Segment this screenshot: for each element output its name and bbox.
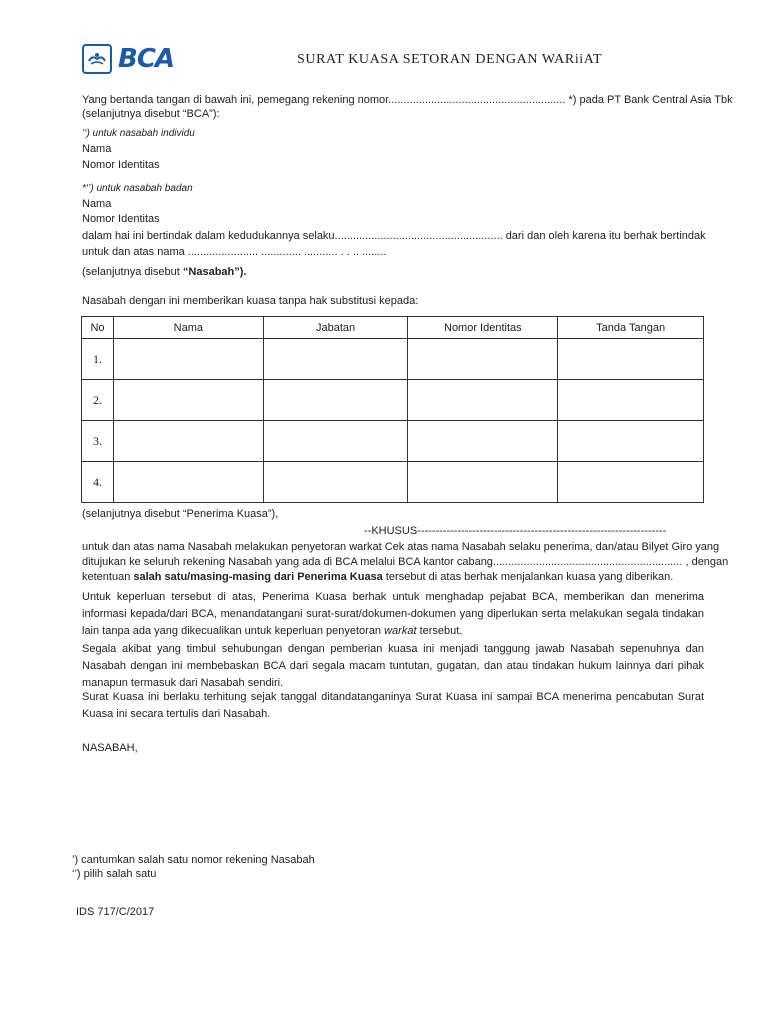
jabatan-cell[interactable] — [263, 462, 408, 503]
intro-line-1: Yang bertanda tangan di bawah ini, pemegang rekening nomor.......................................................... *) pada PT Bank Central Asia Tbk — [82, 94, 733, 106]
bca-logo-icon — [82, 44, 112, 74]
identitas-cell[interactable] — [408, 462, 558, 503]
identitas-cell[interactable] — [408, 421, 558, 462]
table-row — [82, 339, 704, 380]
badan-nama-label: Nama — [82, 198, 112, 210]
nama-cell[interactable] — [113, 339, 263, 380]
para2-end: tersebut. — [416, 625, 463, 637]
para1-line-3-suffix: tersebut di atas berhak menjalankan kuasa yang diberikan. — [382, 571, 674, 583]
nasabah-reference-bold: “Nasabah”). — [182, 266, 247, 278]
individu-nama-label: Nama — [82, 143, 112, 155]
para2 — [82, 589, 704, 640]
bca-logo — [82, 44, 174, 74]
form-code: IDS 717/C/2017 — [76, 906, 155, 918]
para1-line-1: untuk dan atas nama Nasabah melakukan penyetoran warkat Cek atas nama Nasabah selaku penerima, dan/atau Bilyet Giro yang — [82, 541, 720, 553]
row-number: 1. — [82, 339, 114, 380]
identitas-cell[interactable] — [408, 380, 558, 421]
para1-line-3 — [82, 571, 673, 583]
jabatan-cell[interactable] — [263, 380, 408, 421]
badan-identitas-label: Nomor Identitas — [82, 213, 160, 225]
column-header-no: No — [82, 317, 114, 339]
column-header-tanda-tangan: Tanda Tangan — [558, 317, 704, 339]
penerima-kuasa-reference: (selanjutnya disebut “Penerima Kuasa”), — [82, 508, 279, 520]
table-row — [82, 380, 704, 421]
signature-label: NASABAH, — [82, 742, 138, 754]
tanda-tangan-cell[interactable] — [558, 339, 704, 380]
row-number: 2. — [82, 380, 114, 421]
tanda-tangan-cell[interactable] — [558, 380, 704, 421]
nasabah-reference-prefix: (selanjutnya disebut — [82, 266, 183, 278]
nama-cell[interactable] — [113, 421, 263, 462]
row-number: 4. — [82, 462, 114, 503]
para2-text: Untuk keperluan tersebut di atas, Penerima Kuasa berhak untuk menghadap pejabat BCA, memberikan dan menerima informasi kepada/dari BCA, menandatangani surat-surat/dokumen-dokumen yang diperlukan serta melakukan segala tindakan lain tanpa ada yang dikecualikan untuk keperluan penyetoran — [82, 591, 704, 637]
table-row — [82, 462, 704, 503]
row-number: 3. — [82, 421, 114, 462]
tanda-tangan-cell[interactable] — [558, 462, 704, 503]
para3: Segala akibat yang timbul sehubungan dengan pemberian kuasa ini menjadi tanggung jawab Nasabah sepenuhnya dan Nasabah dengan ini membebaskan BCA dari segala macam tuntutan, gugatan, dan atau tindakan hukum lainnya dari pihak manapun termasuk dari Nasabah sendiri. — [82, 643, 704, 689]
badan-atas-nama-line: untuk dan atas nama ....................... ............. ........... . . .. ........ — [82, 246, 387, 258]
footnote-2: ‘’) pilih salah satu — [72, 868, 157, 880]
penerima-kuasa-table — [81, 316, 704, 503]
identitas-cell[interactable] — [408, 339, 558, 380]
individu-identitas-label: Nomor Identitas — [82, 159, 160, 171]
para4: Surat Kuasa ini berlaku terhitung sejak tanggal ditandatanganinya Surat Kuasa ini sampai BCA menerima pencabutan Surat Kuasa ini secara tertulis dari Nasabah. — [82, 691, 704, 720]
para2-italic: warkat — [384, 625, 417, 637]
nama-cell[interactable] — [113, 462, 263, 503]
nama-cell[interactable] — [113, 380, 263, 421]
para1-line-3-bold: salah satu/masing-masing dari Penerima Kuasa — [133, 571, 383, 583]
footnote-1: ’) cantumkan salah satu nomor rekening Nasabah — [72, 854, 315, 866]
nasabah-reference — [82, 266, 246, 278]
jabatan-cell[interactable] — [263, 339, 408, 380]
document-title: SURAT KUASA SETORAN DENGAN WARiiAT — [297, 52, 603, 67]
column-header-nama: Nama — [113, 317, 263, 339]
badan-kedudukan-line: dalam hai ini bertindak dalam kedudukannya selaku....................................................... dari dan oleh karena itu berhak bertindak — [82, 230, 706, 242]
badan-heading: *‘’) untuk nasabah badan — [82, 183, 193, 194]
para1-line-3-prefix: ketentuan — [82, 571, 134, 583]
para1-line-2: ditujukan ke seluruh rekening Nasabah yang ada di BCA melalui BCA kantor cabang.............................................................. , dengan — [82, 556, 729, 568]
individu-heading: ’‘) untuk nasabah individu — [82, 128, 195, 139]
column-header-jabatan: Jabatan — [263, 317, 408, 339]
table-row — [82, 421, 704, 462]
intro-line-2: (selanjutnya disebut “BCA”): — [82, 108, 220, 120]
tanda-tangan-cell[interactable] — [558, 421, 704, 462]
bca-logo-text: BCA — [118, 44, 175, 74]
khusus-separator: --KHUSUS-------------------------------------------------------------------- — [364, 525, 667, 537]
kuasa-intro: Nasabah dengan ini memberikan kuasa tanpa hak substitusi kepada: — [82, 295, 419, 307]
jabatan-cell[interactable] — [263, 421, 408, 462]
table-header-row — [82, 317, 704, 339]
column-header-identitas: Nomor Identitas — [408, 317, 558, 339]
